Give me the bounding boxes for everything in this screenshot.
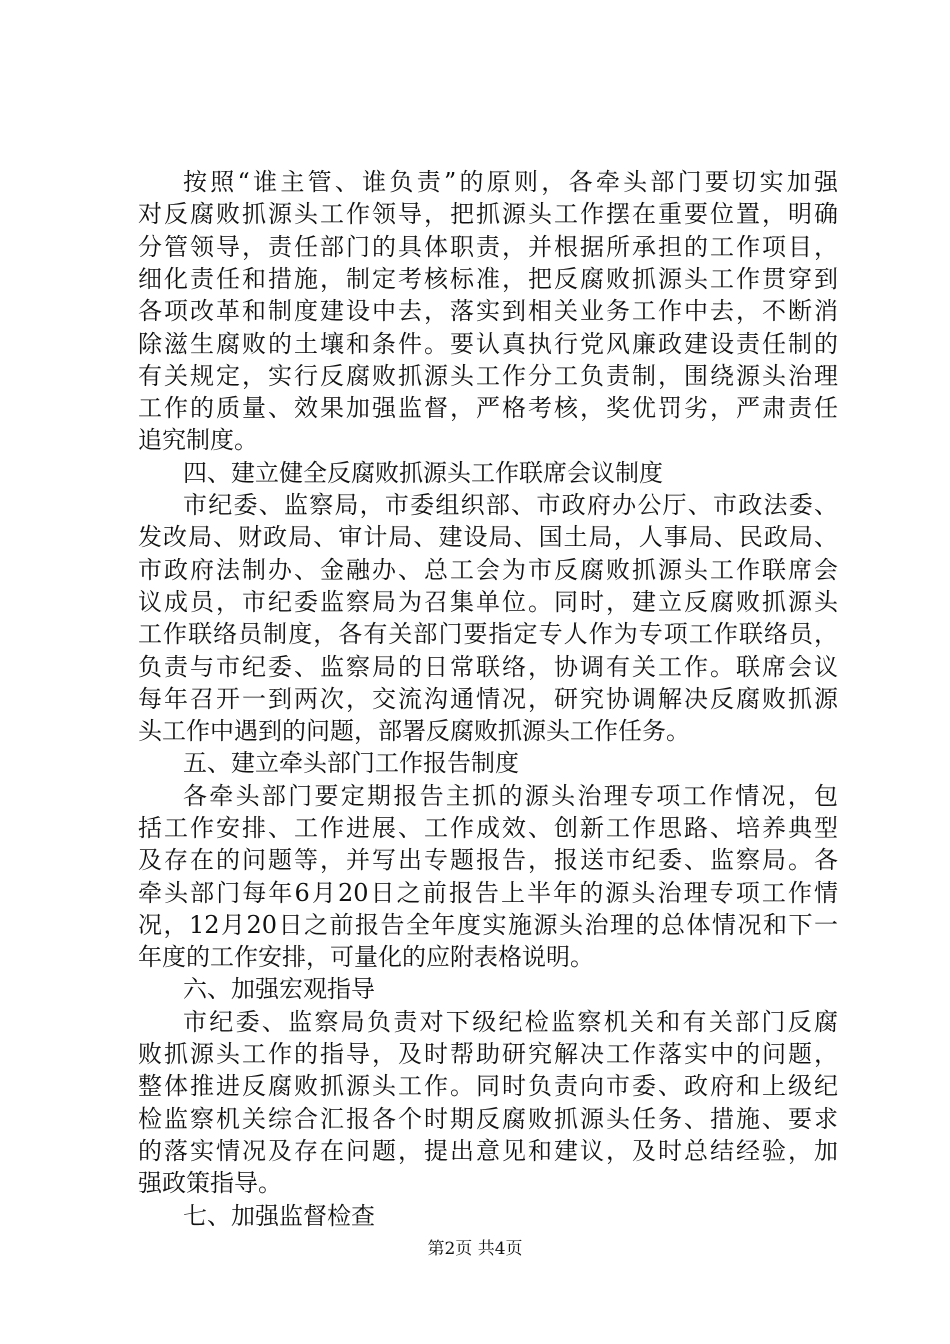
paragraph-line: 检监察机关综合汇报各个时期反腐败抓源头任务、措施、要求: [138, 1105, 838, 1133]
paragraph-line: 括工作安排、工作进展、工作成效、创新工作思路、培养典型: [138, 814, 838, 842]
paragraph-line: 及存在的问题等，并写出专题报告，报送市纪委、监察局。各: [138, 846, 838, 874]
paragraph-line: 按照“谁主管、谁负责”的原则，各牵头部门要切实加强: [183, 168, 838, 196]
paragraph-line: 追究制度。: [138, 426, 258, 454]
paragraph-line: 各项改革和制度建设中去，落实到相关业务工作中去，不断消: [138, 297, 838, 325]
paragraph-line: 除滋生腐败的土壤和条件。要认真执行党风廉政建设责任制的: [138, 330, 838, 358]
paragraph-line: 工作联络员制度，各有关部门要指定专人作为专项工作联络员，: [138, 620, 838, 648]
paragraph-line: 败抓源头工作的指导，及时帮助研究解决工作落实中的问题，: [138, 1040, 838, 1068]
paragraph-line: 的落实情况及存在问题，提出意见和建议，及时总结经验，加: [138, 1137, 838, 1165]
paragraph-line: 年度的工作安排，可量化的应附表格说明。: [138, 943, 594, 971]
section-heading: 七、加强监督检查: [183, 1202, 375, 1230]
paragraph-line: 议成员，市纪委监察局为召集单位。同时，建立反腐败抓源头: [138, 588, 838, 616]
paragraph-line: 对反腐败抓源头工作领导，把抓源头工作摆在重要位置，明确: [138, 200, 838, 228]
paragraph-line: 负责与市纪委、监察局的日常联络，协调有关工作。联席会议: [138, 653, 838, 681]
paragraph-line: 各牵头部门要定期报告主抓的源头治理专项工作情况，包: [183, 782, 838, 810]
paragraph-line: 牵头部门每年6月20日之前报告上半年的源头治理专项工作情: [138, 879, 838, 907]
paragraph-line: 市政府法制办、金融办、总工会为市反腐败抓源头工作联席会: [138, 556, 838, 584]
paragraph-line: 每年召开一到两次，交流沟通情况，研究协调解决反腐败抓源: [138, 685, 838, 713]
paragraph-line: 分管领导，责任部门的具体职责，并根据所承担的工作项目，: [138, 233, 838, 261]
paragraph-line: 市纪委、监察局负责对下级纪检监察机关和有关部门反腐: [183, 1008, 838, 1036]
page-footer: 第2页 共4页: [427, 1239, 523, 1259]
paragraph-line: 市纪委、监察局，市委组织部、市政府办公厅、市政法委、: [183, 491, 838, 519]
section-heading: 四、建立健全反腐败抓源头工作联席会议制度: [183, 459, 663, 487]
paragraph-line: 发改局、财政局、审计局、建设局、国土局，人事局、民政局、: [138, 523, 838, 551]
paragraph-line: 况，12月20日之前报告全年度实施源头治理的总体情况和下一: [138, 911, 838, 939]
paragraph-line: 整体推进反腐败抓源头工作。同时负责向市委、政府和上级纪: [138, 1072, 838, 1100]
section-heading: 五、建立牵头部门工作报告制度: [183, 749, 519, 777]
section-heading: 六、加强宏观指导: [183, 975, 375, 1003]
paragraph-line: 工作的质量、效果加强监督，严格考核，奖优罚劣，严肃责任: [138, 394, 838, 422]
paragraph-line: 强政策指导。: [138, 1169, 282, 1197]
paragraph-line: 细化责任和措施，制定考核标准，把反腐败抓源头工作贯穿到: [138, 265, 838, 293]
paragraph-line: 有关规定，实行反腐败抓源头工作分工负责制，围绕源头治理: [138, 362, 838, 390]
paragraph-line: 头工作中遇到的问题，部署反腐败抓源头工作任务。: [138, 717, 690, 745]
